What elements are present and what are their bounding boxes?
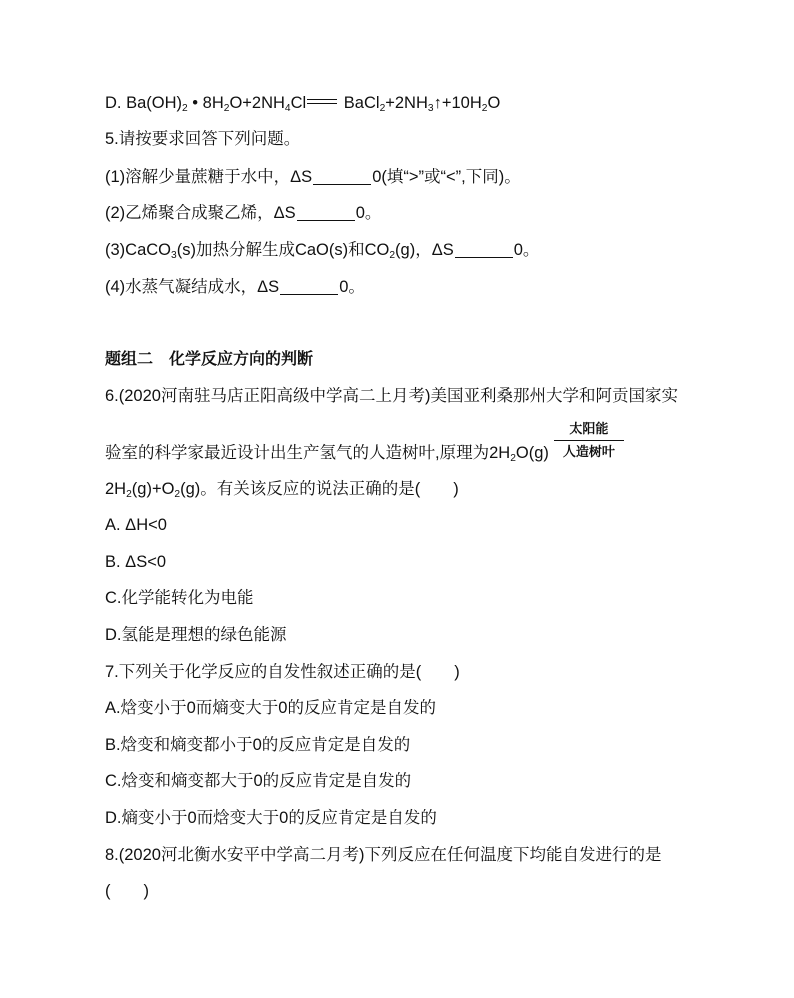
section-label: 题组二 <box>105 349 154 368</box>
text-run: BaCl <box>339 94 380 112</box>
subscript: 2 <box>126 488 132 500</box>
q8-stem-line-1: 8.(2020河北衡水安平中学高二月考)下列反应在任何温度下均能自发进行的是 <box>105 846 662 864</box>
q7-option-b: B.焓变和熵变都小于0的反应肯定是自发的 <box>105 736 411 754</box>
q4-option-d-reactants <box>105 94 306 112</box>
text-run: Cl <box>290 94 307 112</box>
subscript: 4 <box>284 102 291 114</box>
q4-option-d <box>105 92 500 114</box>
q5-part-2-prefix: (2)乙烯聚合成聚乙烯，ΔS <box>105 204 296 222</box>
text-run: +2NH <box>385 94 428 112</box>
q6-stem-line-2-text <box>105 444 549 462</box>
reaction-equals-sign <box>307 99 337 104</box>
text-run: O+2NH <box>229 94 285 112</box>
condition-rule <box>554 440 624 441</box>
q7-option-d: D.熵变小于0而焓变大于0的反应肯定是自发的 <box>105 809 437 827</box>
text-run: 验室的科学家最近设计出生产氢气的人造树叶,原理为2H <box>105 444 511 462</box>
q5-part-3 <box>105 239 539 261</box>
text-run: O <box>487 94 501 112</box>
q7-option-c: C.焓变和熵变都大于0的反应肯定是自发的 <box>105 772 412 790</box>
reaction-condition-arrow <box>554 422 624 464</box>
answer-blank <box>297 205 355 221</box>
text-run: • 8H <box>187 94 224 112</box>
q6-stem-line-3 <box>105 478 459 500</box>
q7-option-a: A.焓变小于0而熵变大于0的反应肯定是自发的 <box>105 699 436 717</box>
q5-part-3-prefix <box>105 241 454 259</box>
section-title: 化学反应方向的判断 <box>169 349 314 368</box>
q5-part-4 <box>105 276 365 298</box>
subscript: 2 <box>510 452 516 464</box>
condition-bottom-label: 人造树叶 <box>562 445 615 460</box>
q5-part-3-suffix: 0。 <box>513 241 540 259</box>
text-run: D. Ba(OH) <box>105 94 183 112</box>
q8-answer-parentheses: ( ) <box>105 882 149 900</box>
q5-part-4-prefix: (4)水蒸气凝结成水，ΔS <box>105 278 280 296</box>
q6-option-c: C.化学能转化为电能 <box>105 589 254 607</box>
subscript: 2 <box>389 249 396 261</box>
text-run: 2H <box>105 480 127 498</box>
subscript: 2 <box>379 102 386 114</box>
q6-stem-line-2 <box>105 422 624 464</box>
q5-part-1 <box>105 166 521 188</box>
answer-blank <box>455 242 513 258</box>
q5-part-2-suffix: 0。 <box>355 204 382 222</box>
subscript: 2 <box>174 488 181 500</box>
answer-blank <box>313 169 371 185</box>
q5-part-1-suffix: 0(填“>”或“<”,下同)。 <box>372 168 521 186</box>
section-heading <box>105 348 313 370</box>
q4-option-d-products <box>339 94 500 112</box>
subscript: 3 <box>427 102 434 114</box>
text-run: (3)CaCO <box>105 241 172 259</box>
q5-part-2 <box>105 202 381 224</box>
q7-stem: 7.下列关于化学反应的自发性叙述正确的是( ) <box>105 663 460 681</box>
q6-stem-line-1: 6.(2020河南驻马店正阳高级中学高二上月考)美国亚利桑那州大学和阿贡国家实 <box>105 387 678 405</box>
q5-part-1-prefix: (1)溶解少量蔗糖于水中，ΔS <box>105 168 313 186</box>
condition-top-label: 太阳能 <box>569 422 609 437</box>
subscript: 2 <box>223 102 230 114</box>
q6-option-a: A. ΔH<0 <box>105 516 167 534</box>
answer-blank <box>280 279 338 295</box>
text-run: O(g) <box>515 444 549 462</box>
subscript: 3 <box>171 249 177 261</box>
text-run: (s)加热分解生成CaO(s)和CO <box>176 241 390 259</box>
q5-stem: 5.请按要求回答下列问题。 <box>105 130 301 148</box>
text-run: (g)，ΔS <box>395 241 454 259</box>
q5-part-4-suffix: 0。 <box>339 278 365 296</box>
text-run: (g)+O <box>131 480 175 498</box>
q6-option-b: B. ΔS<0 <box>105 553 167 571</box>
subscript: 2 <box>182 102 188 114</box>
text-run: ↑+10H <box>433 94 482 112</box>
subscript: 2 <box>481 102 488 114</box>
text-run: (g)。有关该反应的说法正确的是( ) <box>180 480 459 498</box>
q6-option-d: D.氢能是理想的绿色能源 <box>105 626 287 644</box>
